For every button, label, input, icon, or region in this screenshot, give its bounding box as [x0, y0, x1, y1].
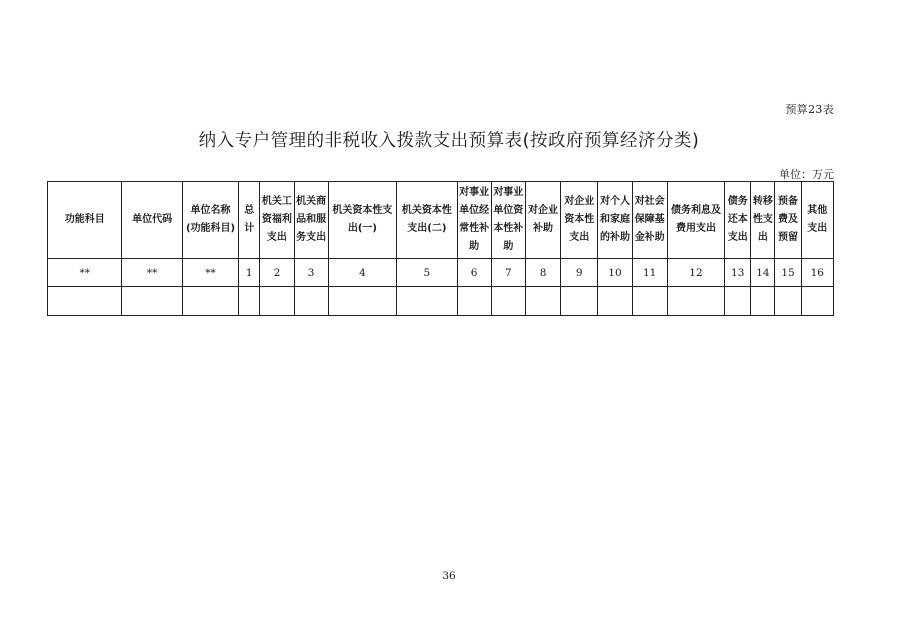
col-header-agency-goods-services: 机关商品和服务支出 [294, 182, 328, 259]
col-header-agency-capital-1: 机关资本性支出(一) [328, 182, 396, 259]
table-cell: 15 [775, 259, 801, 287]
table-cell: 13 [725, 259, 751, 287]
table-cell: 11 [632, 259, 667, 287]
table-cell: 1 [239, 259, 260, 287]
col-header-enterprise-capital: 对企业资本性支出 [561, 182, 598, 259]
col-header-social-security-fund: 对社会保障基金补助 [632, 182, 667, 259]
index-row [48, 259, 834, 287]
col-header-institution-capital-subsidy: 对事业单位资本性补助 [491, 182, 525, 259]
table-cell: 4 [328, 259, 396, 287]
budget-table [47, 181, 834, 316]
table-cell: 6 [457, 259, 491, 287]
page-number: 36 [442, 570, 456, 582]
table-cell [525, 287, 560, 316]
col-header-unit-code: 单位代码 [122, 182, 182, 259]
table-cell: 5 [397, 259, 457, 287]
table-cell: 8 [525, 259, 560, 287]
table-cell: 16 [801, 259, 833, 287]
table-cell: ** [122, 259, 182, 287]
table-cell [260, 287, 294, 316]
col-header-function-subject: 功能科目 [48, 182, 122, 259]
table-cell [632, 287, 667, 316]
page-title: 纳入专户管理的非税收入拨款支出预算表(按政府预算经济分类) [198, 131, 700, 151]
table-cell [48, 287, 122, 316]
form-number: 预算23表 [785, 103, 834, 116]
col-header-debt-principal: 债务还本支出 [725, 182, 751, 259]
table-cell: 14 [751, 259, 775, 287]
col-header-enterprise-subsidy: 对企业补助 [525, 182, 560, 259]
col-header-household-subsidy: 对个人和家庭的补助 [598, 182, 632, 259]
col-header-institution-recurrent-subsidy: 对事业单位经常性补助 [457, 182, 491, 259]
table-cell [751, 287, 775, 316]
table-cell: 10 [598, 259, 632, 287]
col-header-agency-wages: 机关工资福利支出 [260, 182, 294, 259]
table-cell [667, 287, 724, 316]
table-cell: ** [182, 259, 238, 287]
table-cell [397, 287, 457, 316]
table-cell [725, 287, 751, 316]
table-cell [182, 287, 238, 316]
table-cell: 3 [294, 259, 328, 287]
col-header-other: 其他支出 [801, 182, 833, 259]
col-header-transfer: 转移性支出 [751, 182, 775, 259]
table-cell [775, 287, 801, 316]
table-cell: 7 [491, 259, 525, 287]
col-header-agency-capital-2: 机关资本性支出(二) [397, 182, 457, 259]
unit-label: 单位：万元 [779, 168, 834, 181]
table-cell [491, 287, 525, 316]
table-cell [598, 287, 632, 316]
table-cell: ** [48, 259, 122, 287]
data-row-empty [48, 287, 834, 316]
table-cell [801, 287, 833, 316]
table-cell [239, 287, 260, 316]
table-cell [457, 287, 491, 316]
col-header-reserve: 预备费及预留 [775, 182, 801, 259]
table-cell [561, 287, 598, 316]
table-cell: 2 [260, 259, 294, 287]
table-cell [294, 287, 328, 316]
header-row [48, 182, 834, 259]
table-cell: 12 [667, 259, 724, 287]
table-cell [122, 287, 182, 316]
col-header-total: 总 计 [239, 182, 260, 259]
col-header-unit-name: 单位名称(功能科目) [182, 182, 238, 259]
col-header-debt-interest: 债务利息及费用支出 [667, 182, 724, 259]
table-cell [328, 287, 396, 316]
table-cell: 9 [561, 259, 598, 287]
